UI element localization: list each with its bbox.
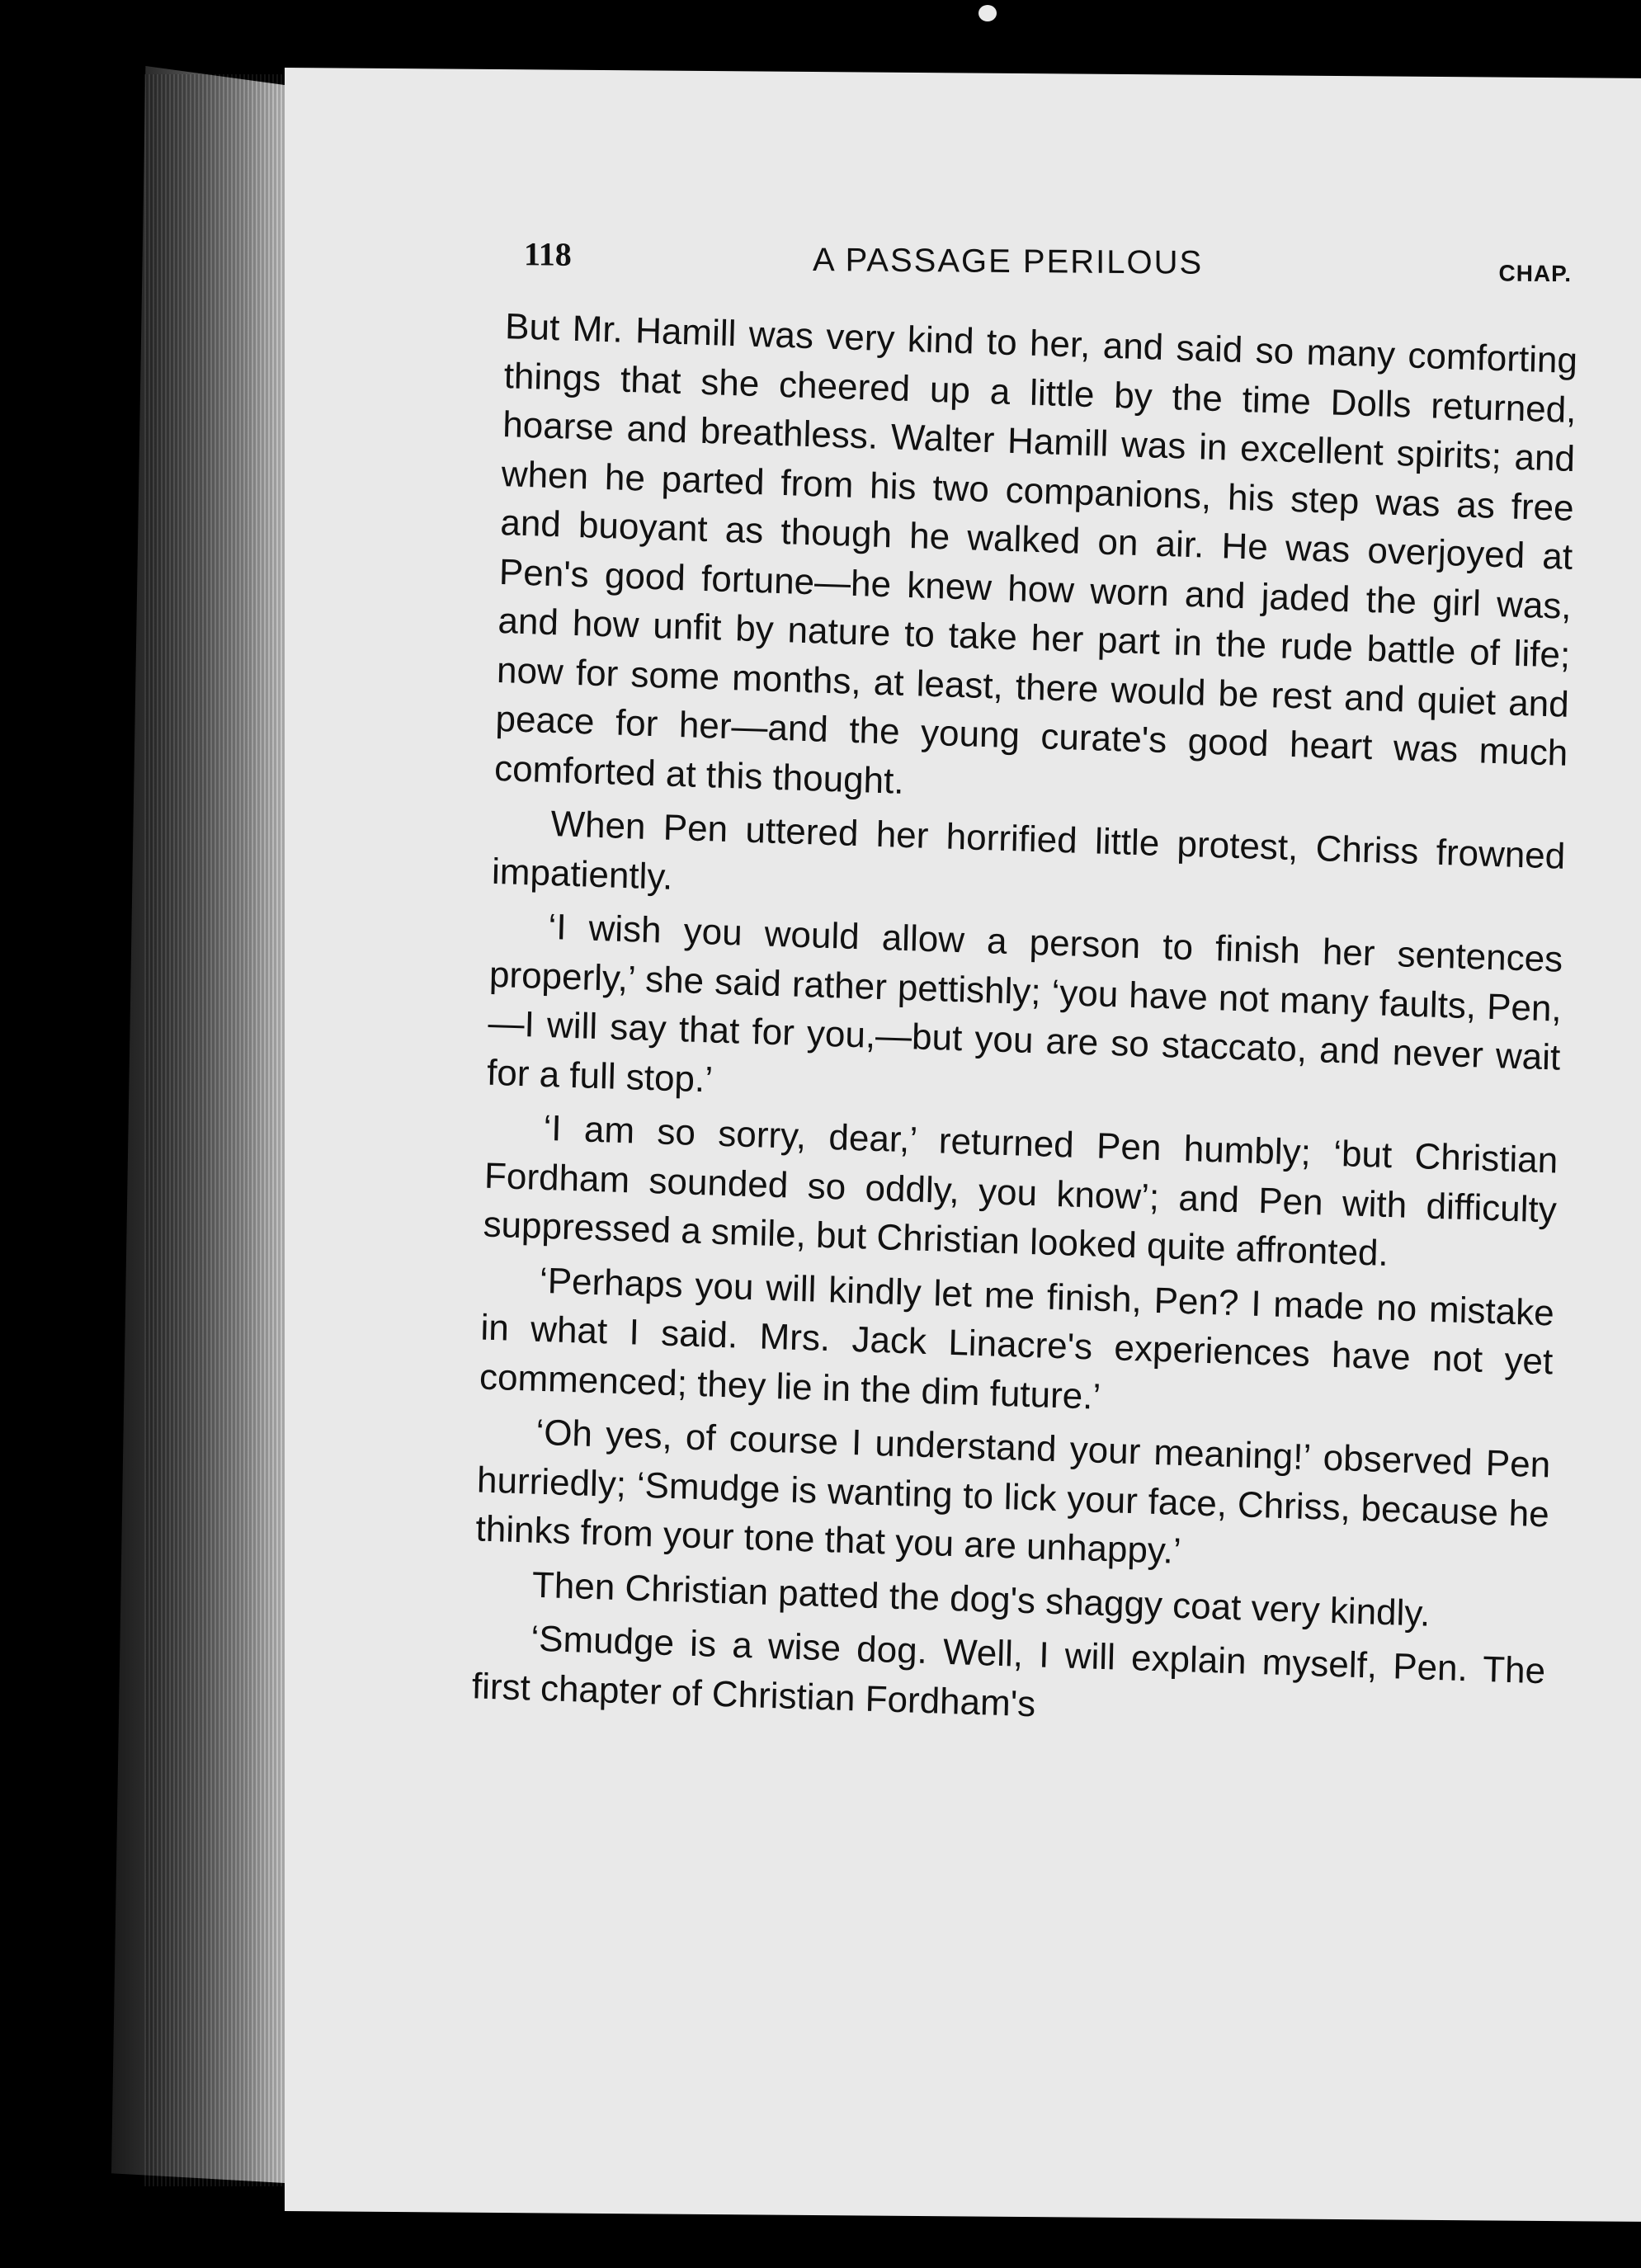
running-header: [524, 234, 1572, 292]
paragraph: But Mr. Hamill was very kind to her, and said so many comforting things that she cheered up a little by the time Dolls returned, hoarse and breathless. Walter Hamill was in excellent spirits; and when he parted from his two companions, his step was as free and buoyant as though he walked on air. He was overjoyed at Pen's good fortune—he knew how worn and jaded the girl was, and how unfit by nature to take her part in the rude battle of life; now for some months, at least, there would be rest and quiet and peace for her—and the young curate's good heart was much comforted at this thought.: [493, 306, 1578, 802]
paragraph: When Pen uttered her horrified little protest, Chriss frowned impatiently.: [491, 804, 1566, 898]
book-page: [285, 68, 1641, 2222]
page-content: [285, 68, 1641, 2222]
running-title: A PASSAGE PERILOUS: [813, 242, 1204, 281]
paragraph: ‘I am so sorry, dear,’ returned Pen humbly; ‘but Christian Fordham sounded so oddly, you know’; and Pen with difficulty suppressed a smile, but Christian looked quite affronted.: [483, 1107, 1558, 1274]
paragraph: Then Christian patted the dog's shaggy coat very kindly.: [531, 1564, 1431, 1634]
paragraph: ‘Oh yes, of course I understand your meaning!’ observed Pen hurriedly; ‘Smudge is wanting to lick your face, Chriss, because he thinks from your tone that you are unhappy.’: [475, 1412, 1551, 1572]
paragraph: ‘I wish you would allow a person to finish her sentences properly,’ she said rather pettishly; ‘you have not many faults, Pen,—I will say that for you,—but you are so staccato, and never wait for a full stop.’: [486, 907, 1563, 1100]
body-text: [471, 302, 1577, 1745]
paragraph: ‘Perhaps you will kindly let me finish, Pen? I made no mistake in what I said. Mrs. Jack Linacre's experiences have not yet commenced; they lie in the dim future.’: [479, 1260, 1555, 1417]
chapter-label: CHAP.: [1498, 260, 1572, 287]
scan-speck: [978, 5, 997, 21]
page-number: 118: [524, 235, 572, 273]
paragraph: ‘Smudge is a wise dog. Well, I will explain myself, Pen. The first chapter of Christian Fordham's: [471, 1618, 1546, 1724]
page-edge-lines: [144, 74, 285, 2186]
